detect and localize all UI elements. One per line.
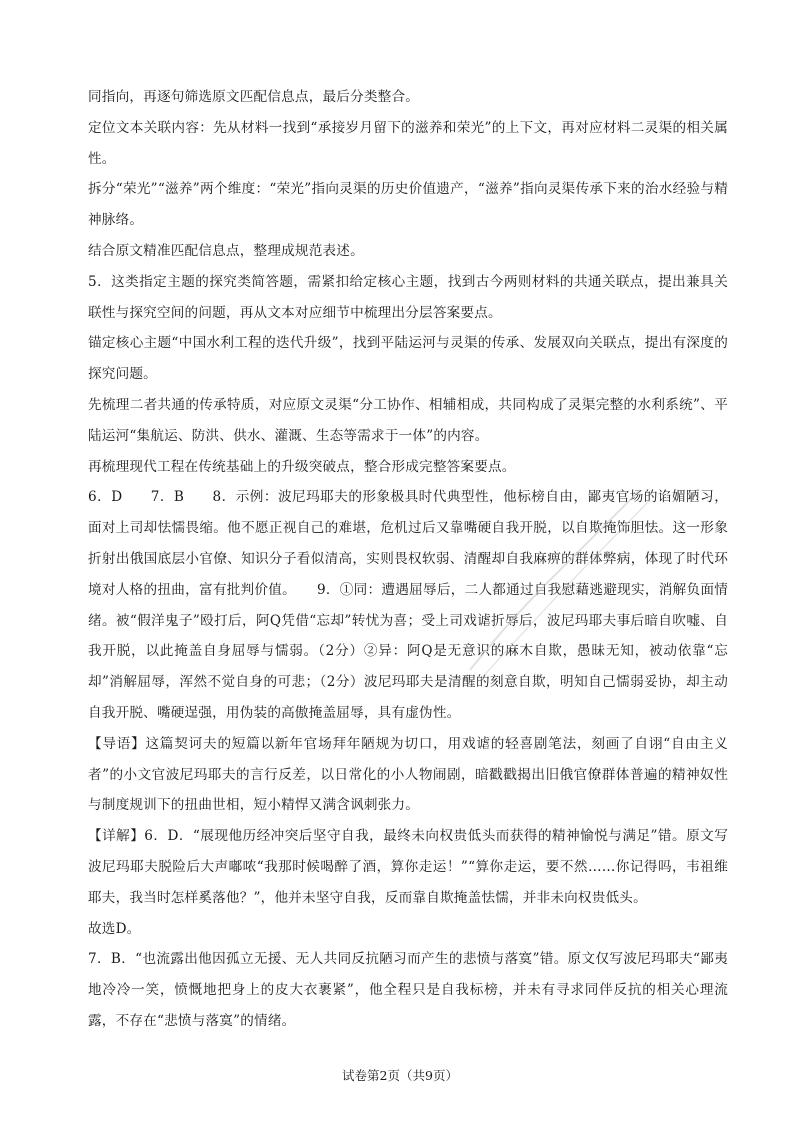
- paragraph: 结合原文精准匹配信息点，整理成规范表述。: [88, 242, 364, 259]
- paragraph: 拆分“荣光”“滋养”两个维度：“荣光”指向灵渠的历史价值遗产，“滋养”指向灵渠传承下来的治水经验与精神脉络。: [88, 181, 728, 229]
- paragraph: 7．B．“也流露出他因孤立无援、无人共同反抗陋习而产生的悲愤与落寞”错。原文仅写波尼玛耶夫“鄙夷地冷冷一笑，愤慨地把身上的皮大衣裹紧”，他全程只是自我标榜，并未有寻求同伴反抗的相关心理流露，不存在“悲愤与落寞”的情绪。: [88, 951, 728, 1029]
- paragraph: 5．这类指定主题的探究类简答题，需紧扣给定核心主题，找到古今两则材料的共通关联点，提出兼具关联性与探究空间的问题，再从文本对应细节中梳理出分层答案要点。: [88, 273, 728, 321]
- answer-content: [88, 82, 728, 1037]
- paragraph: 同指向，再逐句筛选原文匹配信息点，最后分类整合。: [88, 89, 420, 105]
- paragraph: 故选D。: [88, 920, 141, 937]
- paragraph: 再梳理现代工程在传统基础上的升级突破点，整合形成完整答案要点。: [88, 458, 516, 475]
- paragraph: 6．D 7．B 8．示例：波尼玛耶夫的形象极具时代典型性，他标榜自由，鄙夷官场的谄媚陋习，面对上司却怯懦畏缩。他不愿正视自己的难堪，危机过后又靠嘴硬自我开脱，以自欺掩饰胆怯。这一形象折射出俄国底层小官僚、知识分子看似清高，实则畏权软弱、清醒却自我麻痹的群体弊病，体现了时代环境对人格的扭曲，富有批判价值。 9．①同：遭遇屈辱后，二人都通过自我慰藉逃避现实，消解负面情绪。被“假洋鬼子”殴打后，阿Q凭借“忘却”转忧为喜；受上司戏谑折辱后，波尼玛耶夫事后暗自吹嘘、自我开脱，以此掩盖自身屈辱与懦弱。（2分）②异：阿Q是无意识的麻木自欺，愚昧无知，被动依靠“忘却”消解屈辱，浑然不觉自身的可悲；（2分）波尼玛耶夫是清醒的刻意自欺，明知自己懦弱妥协，却主动自我开脱、嘴硬逞强，用伪装的高傲掩盖屈辱，具有虚伪性。: [88, 489, 728, 721]
- paragraph: 【详解】6．D．“展现他历经冲突后坚守自我，最终未向权贵低头而获得的精神愉悦与满足”错。原文写波尼玛耶夫脱险后大声嘟哝“我那时候喝醉了酒，算你走运！”“算你走运，要不然……你记得吗，韦祖维耶夫，我当时怎样奚落他？”，他并未坚守自我，反而靠自欺掩盖怯懦，并非未向权贵低头。: [88, 828, 728, 906]
- page-footer: 试卷第2页（共9页）: [342, 1068, 458, 1083]
- paragraph: 定位文本关联内容：先从材料一找到“承接岁月留下的滋养和荣光”的上下文，再对应材料二灵渠的相关属性。: [88, 119, 728, 167]
- paragraph: 先梳理二者共通的传承特质，对应原文灵渠“分工协作、相辅相成，共同构成了灵渠完整的水利系统”、平陆运河“集航运、防洪、供水、灌溉、生态等需求于一体”的内容。: [88, 396, 728, 444]
- paragraph: 锚定核心主题“中国水利工程的迭代升级”，找到平陆运河与灵渠的传承、发展双向关联点，提出有深度的探究问题。: [88, 335, 728, 383]
- paragraph: 【导语】这篇契诃夫的短篇以新年官场拜年陋规为切口，用戏谑的轻喜剧笔法，刻画了自诩“自由主义者”的小文官波尼玛耶夫的言行反差，以日常化的小人物闹剧，暗戳戳揭出旧俄官僚群体普遍的精神奴性与制度规训下的扭曲世相，短小精悍又满含讽刺张力。: [88, 735, 728, 814]
